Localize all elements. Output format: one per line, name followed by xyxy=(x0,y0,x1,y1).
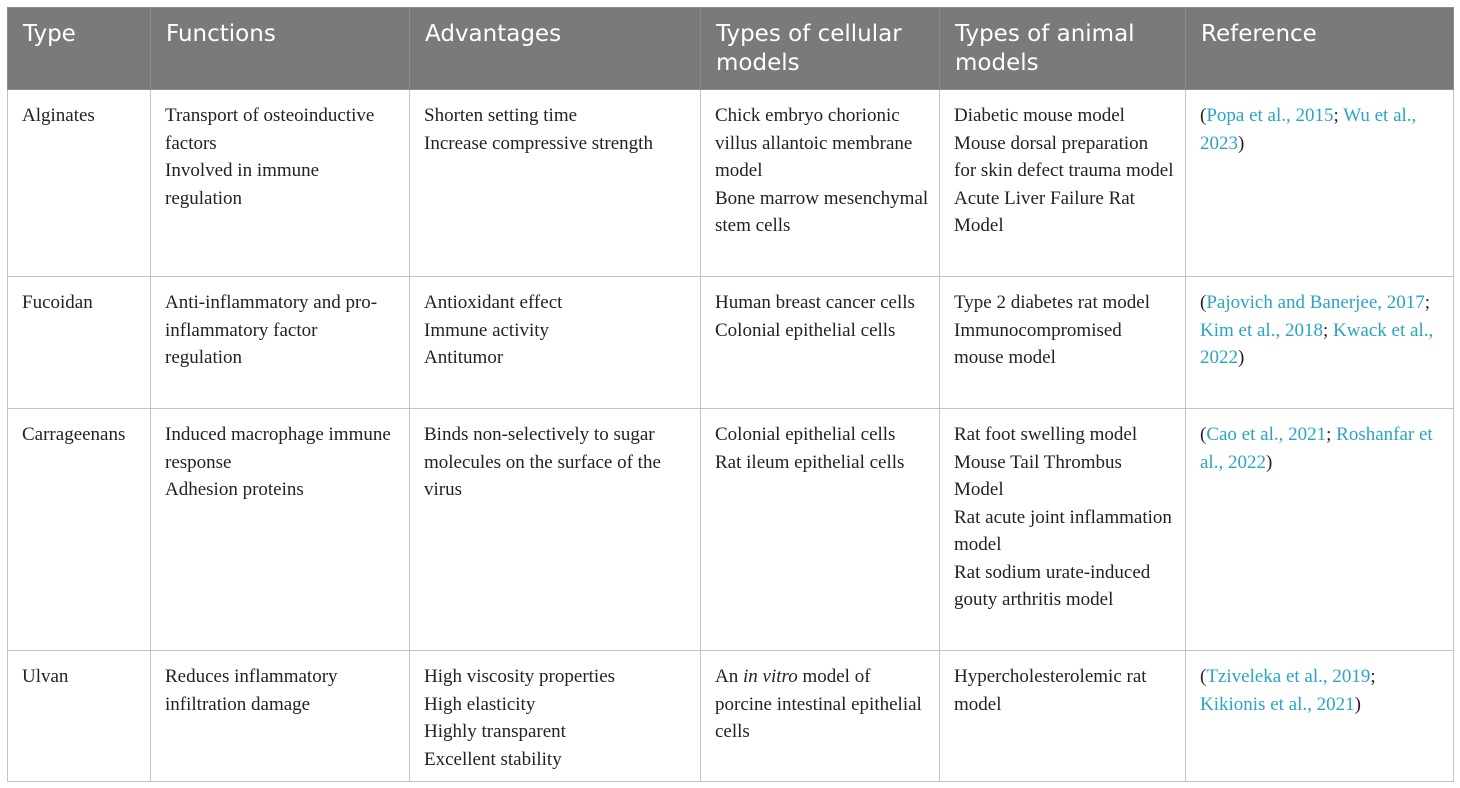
text-line: High elasticity xyxy=(424,693,536,715)
reference-link[interactable]: Kwack et al., 2022 xyxy=(1200,319,1434,368)
cell-reference xyxy=(1186,277,1454,409)
reference-link[interactable]: Kim et al., 2018 xyxy=(1200,319,1323,341)
reference-link[interactable]: Kikionis et al., 2021 xyxy=(1200,693,1355,715)
cell-reference xyxy=(1186,409,1454,651)
text-line: Mouse Tail Thrombus Model xyxy=(954,451,1122,500)
text-line: Highly transparent xyxy=(424,721,566,742)
text-line: Involved in immune regulation xyxy=(165,160,320,209)
separator: ; xyxy=(1326,424,1337,445)
text-line: Mouse dorsal preparation for skin defect trauma model xyxy=(954,132,1174,181)
text-line: Rat ileum epithelial cells xyxy=(715,451,905,473)
text-line: Rat acute joint inflammation model xyxy=(954,506,1172,555)
cell-type: Carrageenans xyxy=(8,409,151,651)
text-line: Antioxidant effect xyxy=(424,292,563,313)
text-line: Increase compressive strength xyxy=(424,132,653,154)
text-line: High viscosity properties xyxy=(424,666,616,687)
text-run: model of porcine intestinal epithelial cells xyxy=(715,666,922,742)
cell-animal-models xyxy=(940,277,1186,409)
cell-cellular-models xyxy=(701,409,940,651)
cell-advantages xyxy=(410,651,701,782)
table-row xyxy=(8,409,1454,651)
text-line: Excellent stability xyxy=(424,748,562,770)
cell-reference xyxy=(1186,90,1454,277)
table-row xyxy=(8,90,1454,277)
paren-close: ) xyxy=(1265,451,1273,473)
header-advantages: Advantages xyxy=(410,8,701,90)
text-line: Chick embryo chorionic villus allantoic membrane model xyxy=(715,105,913,181)
table-row xyxy=(8,277,1454,409)
cell-cellular-models xyxy=(701,651,940,782)
text-line: Transport of osteoinductive factors xyxy=(165,105,375,154)
table-row xyxy=(8,651,1454,782)
reference-link[interactable]: Pajovich and Banerjee, 2017 xyxy=(1206,292,1425,313)
text-line: Anti-inflammatory and pro-inflammatory factor regulation xyxy=(165,292,378,368)
header-row xyxy=(8,8,1454,90)
header-type: Type xyxy=(8,8,151,90)
paren-close: ) xyxy=(1238,347,1245,368)
text-line: Binds non-selectively to sugar molecules on the surface of the virus xyxy=(424,424,661,500)
header-cellular-models: Types of cellular models xyxy=(701,8,940,90)
separator: ; xyxy=(1333,105,1344,126)
cell-advantages xyxy=(410,277,701,409)
paren-open: ( xyxy=(1200,292,1207,313)
reference-link[interactable]: Tziveleka et al., 2019 xyxy=(1206,666,1371,687)
text-line: Acute Liver Failure Rat Model xyxy=(954,187,1135,236)
text-run: An xyxy=(715,666,743,687)
text-line: Adhesion proteins xyxy=(165,479,304,500)
text-line: Immune activity xyxy=(424,319,550,341)
cell-functions xyxy=(151,277,410,409)
text-line: Rat sodium urate-induced gouty arthritis model xyxy=(954,561,1151,610)
text-line: Rat foot swelling model xyxy=(954,424,1138,445)
text-line: Bone marrow mesenchymal stem cells xyxy=(715,187,929,236)
cell-animal-models xyxy=(940,409,1186,651)
cell-advantages xyxy=(410,409,701,651)
cell-advantages xyxy=(410,90,701,277)
header-functions: Functions xyxy=(151,8,410,90)
polysaccharide-table xyxy=(7,7,1454,782)
text-line: Hypercholesterolemic rat model xyxy=(954,666,1147,715)
separator: ; xyxy=(1424,292,1431,313)
italic-term: in vitro xyxy=(742,666,798,687)
paren-open: ( xyxy=(1200,666,1207,687)
text-line: Shorten setting time xyxy=(424,105,578,126)
text-line: Colonial epithelial cells xyxy=(715,319,896,341)
separator: ; xyxy=(1370,666,1376,687)
cell-animal-models xyxy=(940,90,1186,277)
header-animal-models: Types of animal models xyxy=(940,8,1186,90)
reference-link[interactable]: Popa et al., 2015 xyxy=(1206,105,1334,126)
text-line: Induced macrophage immune response xyxy=(165,424,391,473)
cell-functions xyxy=(151,409,410,651)
separator: ; xyxy=(1322,319,1333,341)
cell-reference xyxy=(1186,651,1454,782)
cell-functions xyxy=(151,90,410,277)
text-line: Human breast cancer cells xyxy=(715,292,915,313)
paren-close: ) xyxy=(1354,693,1361,715)
header-reference: Reference xyxy=(1186,8,1454,90)
reference-link[interactable]: Roshanfar et al., 2022 xyxy=(1200,424,1433,473)
text-line: Immunocompromised mouse model xyxy=(954,319,1122,368)
text-line: Antitumor xyxy=(424,347,504,368)
cell-type: Ulvan xyxy=(8,651,151,782)
text-line: Diabetic mouse model xyxy=(954,105,1125,126)
cell-type: Alginates xyxy=(8,90,151,277)
cell-cellular-models xyxy=(701,90,940,277)
paren-open: ( xyxy=(1200,105,1207,126)
paren-open: ( xyxy=(1200,424,1207,445)
text-line: Reduces inflammatory infiltration damage xyxy=(165,666,338,715)
cell-type: Fucoidan xyxy=(8,277,151,409)
reference-link[interactable]: Wu et al., 2023 xyxy=(1200,105,1417,154)
paren-close: ) xyxy=(1238,132,1245,154)
cell-functions xyxy=(151,651,410,782)
text-line: Type 2 diabetes rat model xyxy=(954,292,1150,313)
reference-link[interactable]: Cao et al., 2021 xyxy=(1206,424,1327,445)
text-line: Colonial epithelial cells xyxy=(715,424,896,445)
cell-cellular-models xyxy=(701,277,940,409)
cell-animal-models xyxy=(940,651,1186,782)
